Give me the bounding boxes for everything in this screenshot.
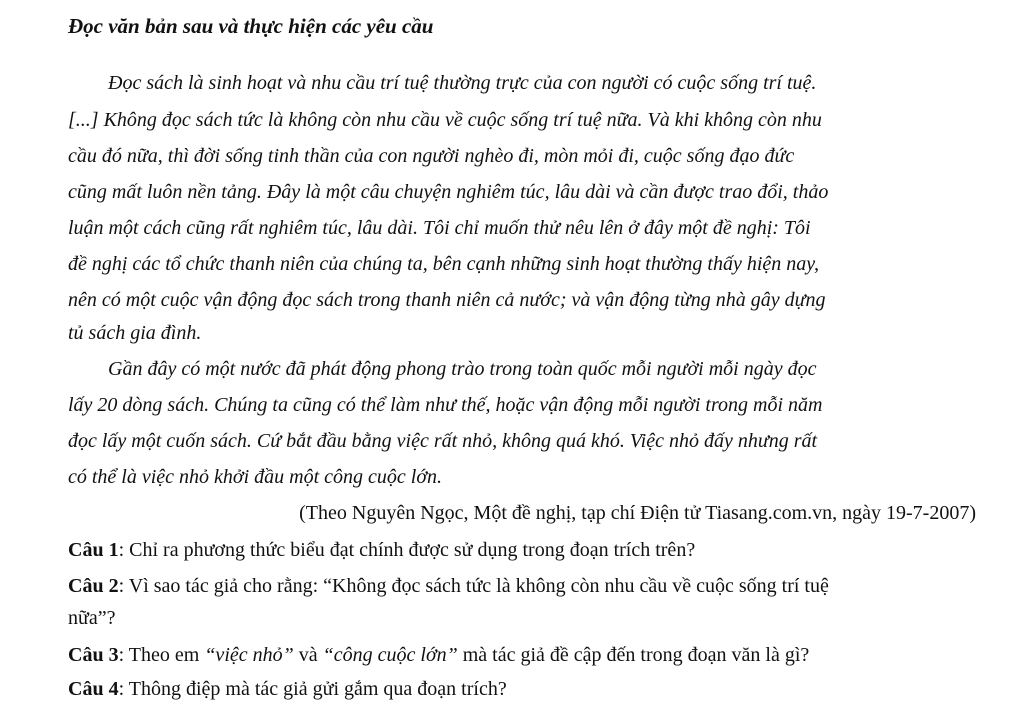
passage-line: luận một cách cũng rất nghiêm túc, lâu dài. Tôi chỉ muốn thử nêu lên ở đây một đề nghị: Tôi xyxy=(68,217,811,239)
question-4 xyxy=(68,676,507,702)
question-text: : Vì sao tác giả cho rằng: “Không đọc sách tức là không còn nhu cầu về cuộc sống trí tuệ xyxy=(118,575,829,597)
question-text: và xyxy=(293,644,323,666)
passage-line: [...] Không đọc sách tức là không còn nhu cầu về cuộc sống trí tuệ nữa. Và khi không còn nhu xyxy=(68,109,822,131)
question-label: Câu 4 xyxy=(68,678,119,700)
passage-line: có thể là việc nhỏ khởi đầu một công cuộc lớn. xyxy=(68,466,443,488)
exercise-title: Đọc văn bản sau và thực hiện các yêu cầu xyxy=(68,14,434,38)
passage-line: đọc lấy một cuốn sách. Cứ bắt đầu bằng việc rất nhỏ, không quá khó. Việc nhỏ đấy nhưng rất xyxy=(68,430,818,452)
quoted-phrase: “công cuộc lớn” xyxy=(322,644,458,666)
passage-line: cầu đó nữa, thì đời sống tinh thần của con người nghèo đi, mòn mỏi đi, cuộc sống đạo đức xyxy=(68,145,795,167)
passage-line: Gần đây có một nước đã phát động phong trào trong toàn quốc mỗi người mỗi ngày đọc xyxy=(108,358,817,380)
passage-line: đề nghị các tổ chức thanh niên của chúng ta, bên cạnh những sinh hoạt thường thấy hiện nay, xyxy=(68,253,820,275)
question-text: : Thông điệp mà tác giả gửi gắm qua đoạn trích? xyxy=(118,678,507,700)
question-label: Câu 3 xyxy=(68,644,119,666)
question-3 xyxy=(68,642,809,668)
passage-line: nên có một cuộc vận động đọc sách trong thanh niên cả nước; và vận động từng nhà gây dựng xyxy=(68,289,826,311)
question-label: Câu 1 xyxy=(68,539,119,561)
question-text: : Chỉ ra phương thức biểu đạt chính được sử dụng trong đoạn trích trên? xyxy=(118,539,696,561)
question-2-continued: nữa”? xyxy=(68,607,116,629)
passage-source: (Theo Nguyên Ngọc, Một đề nghị, tạp chí Điện tử Tiasang.com.vn, ngày 19-7-2007) xyxy=(299,502,976,524)
quoted-phrase: “việc nhỏ” xyxy=(204,644,294,666)
question-2 xyxy=(68,573,829,599)
question-label: Câu 2 xyxy=(68,575,119,597)
passage-line: cũng mất luôn nền tảng. Đây là một câu chuyện nghiêm túc, lâu dài và cần được trao đổi, thảo xyxy=(68,181,829,203)
passage-line: lấy 20 dòng sách. Chúng ta cũng có thể làm như thế, hoặc vận động mỗi người trong mỗi năm xyxy=(68,394,823,416)
passage-line: tủ sách gia đình. xyxy=(68,322,202,344)
question-1 xyxy=(68,537,695,563)
question-text: mà tác giả đề cập đến trong đoạn văn là gì? xyxy=(457,644,810,666)
question-text: : Theo em xyxy=(118,644,205,666)
passage-line: Đọc sách là sinh hoạt và nhu cầu trí tuệ thường trực của con người có cuộc sống trí tuệ. xyxy=(108,72,817,94)
